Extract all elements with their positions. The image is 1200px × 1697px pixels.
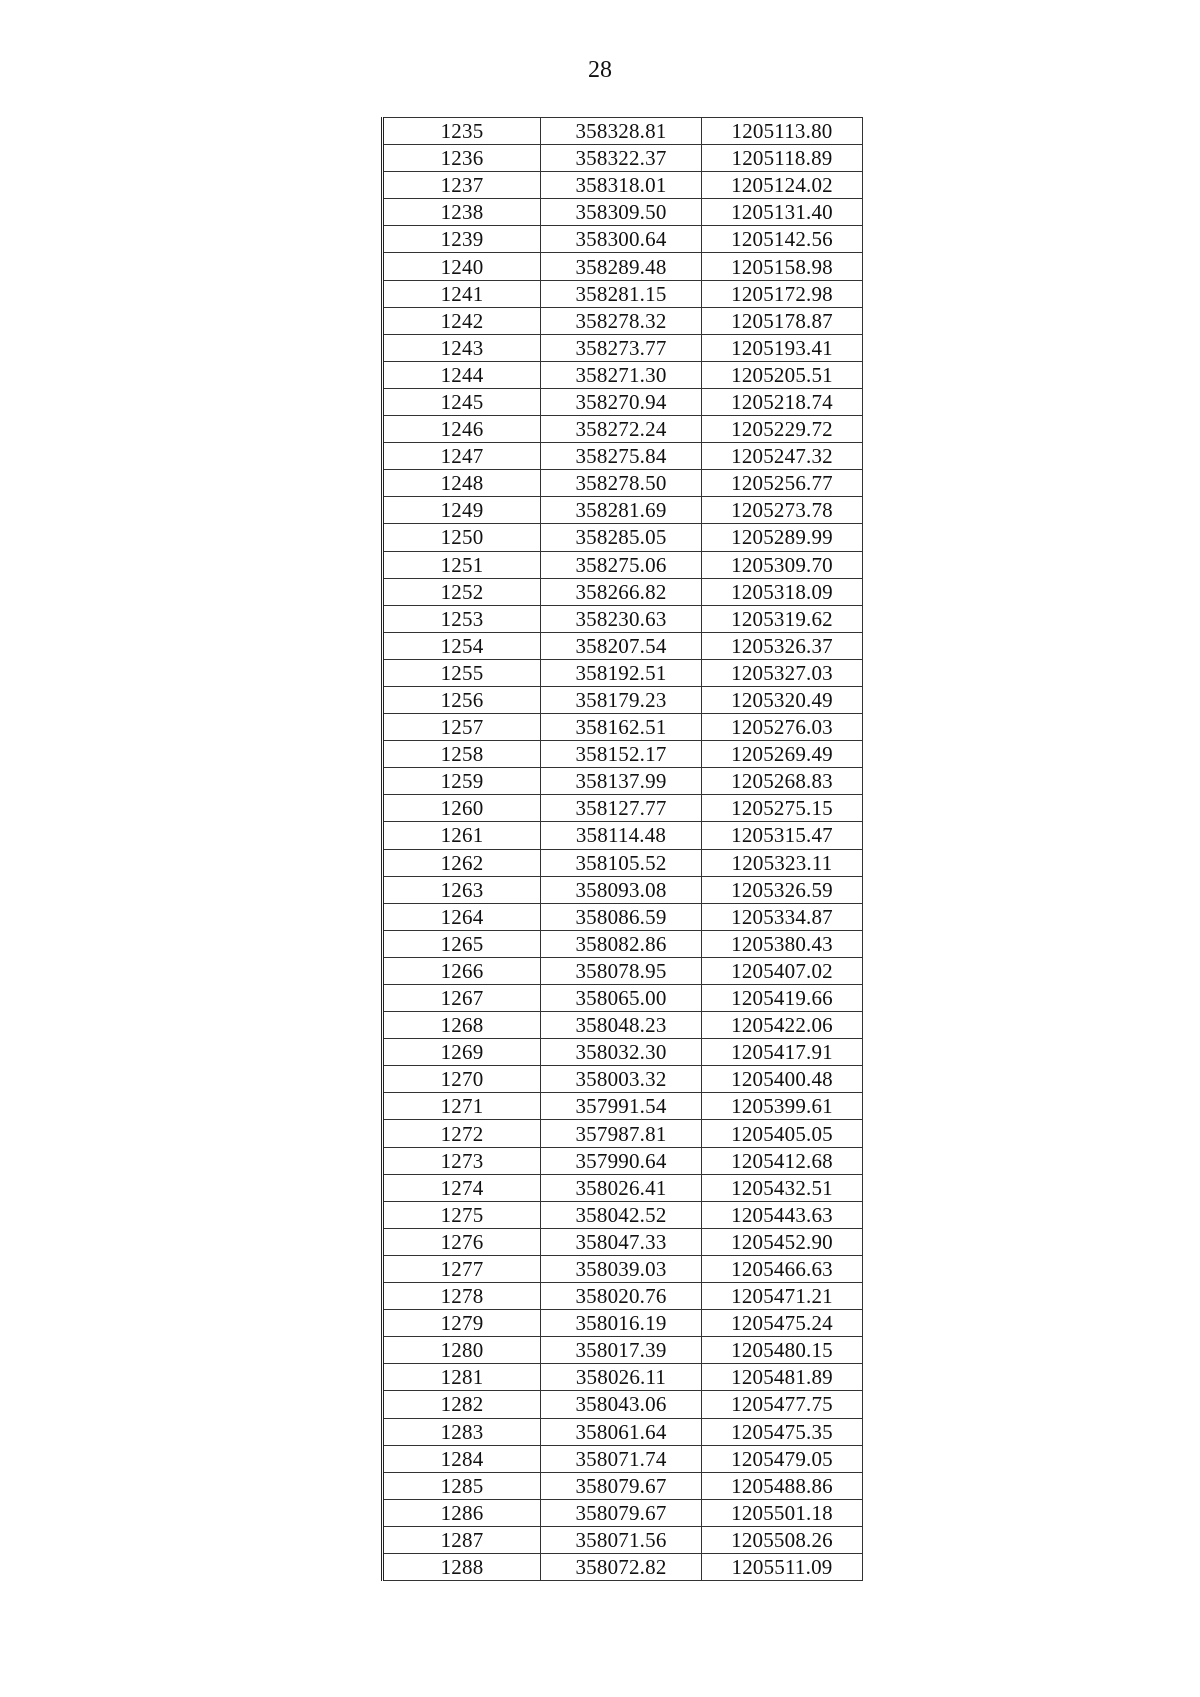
table-row — [383, 1499, 863, 1526]
table-row — [383, 524, 863, 551]
table-row — [383, 1066, 863, 1093]
table-row — [383, 1255, 863, 1282]
y-coordinate-cell: 1205178.87 — [702, 307, 863, 334]
x-coordinate-cell: 358016.19 — [541, 1310, 702, 1337]
x-coordinate-cell: 357991.54 — [541, 1093, 702, 1120]
point-number-cell: 1272 — [383, 1120, 541, 1147]
x-coordinate-cell: 358105.52 — [541, 849, 702, 876]
x-coordinate-cell: 358281.15 — [541, 280, 702, 307]
y-coordinate-cell: 1205412.68 — [702, 1147, 863, 1174]
x-coordinate-cell: 358093.08 — [541, 876, 702, 903]
y-coordinate-cell: 1205400.48 — [702, 1066, 863, 1093]
table-row — [383, 199, 863, 226]
y-coordinate-cell: 1205477.75 — [702, 1391, 863, 1418]
table-row — [383, 930, 863, 957]
y-coordinate-cell: 1205229.72 — [702, 416, 863, 443]
table-row — [383, 416, 863, 443]
point-number-cell: 1252 — [383, 578, 541, 605]
point-number-cell: 1288 — [383, 1553, 541, 1580]
table-row — [383, 1283, 863, 1310]
y-coordinate-cell: 1205319.62 — [702, 605, 863, 632]
y-coordinate-cell: 1205419.66 — [702, 985, 863, 1012]
y-coordinate-cell: 1205269.49 — [702, 741, 863, 768]
table-row — [383, 768, 863, 795]
x-coordinate-cell: 358285.05 — [541, 524, 702, 551]
y-coordinate-cell: 1205452.90 — [702, 1228, 863, 1255]
y-coordinate-cell: 1205323.11 — [702, 849, 863, 876]
x-coordinate-cell: 357987.81 — [541, 1120, 702, 1147]
point-number-cell: 1249 — [383, 497, 541, 524]
point-number-cell: 1280 — [383, 1337, 541, 1364]
x-coordinate-cell: 358071.56 — [541, 1526, 702, 1553]
table-row — [383, 1012, 863, 1039]
y-coordinate-cell: 1205320.49 — [702, 686, 863, 713]
table-row — [383, 605, 863, 632]
y-coordinate-cell: 1205268.83 — [702, 768, 863, 795]
x-coordinate-cell: 358322.37 — [541, 145, 702, 172]
table-row — [383, 985, 863, 1012]
point-number-cell: 1245 — [383, 388, 541, 415]
point-number-cell: 1268 — [383, 1012, 541, 1039]
table-row — [383, 172, 863, 199]
x-coordinate-cell: 358042.52 — [541, 1201, 702, 1228]
table-row — [383, 1364, 863, 1391]
table-row — [383, 497, 863, 524]
point-number-cell: 1271 — [383, 1093, 541, 1120]
x-coordinate-cell: 358020.76 — [541, 1283, 702, 1310]
x-coordinate-cell: 358275.06 — [541, 551, 702, 578]
y-coordinate-cell: 1205327.03 — [702, 659, 863, 686]
point-number-cell: 1242 — [383, 307, 541, 334]
point-number-cell: 1269 — [383, 1039, 541, 1066]
x-coordinate-cell: 358137.99 — [541, 768, 702, 795]
point-number-cell: 1262 — [383, 849, 541, 876]
table-row — [383, 118, 863, 145]
x-coordinate-cell: 358266.82 — [541, 578, 702, 605]
y-coordinate-cell: 1205443.63 — [702, 1201, 863, 1228]
point-number-cell: 1254 — [383, 632, 541, 659]
point-number-cell: 1257 — [383, 714, 541, 741]
y-coordinate-cell: 1205466.63 — [702, 1255, 863, 1282]
y-coordinate-cell: 1205309.70 — [702, 551, 863, 578]
point-number-cell: 1282 — [383, 1391, 541, 1418]
y-coordinate-cell: 1205380.43 — [702, 930, 863, 957]
y-coordinate-cell: 1205488.86 — [702, 1472, 863, 1499]
point-number-cell: 1244 — [383, 361, 541, 388]
point-number-cell: 1248 — [383, 470, 541, 497]
x-coordinate-cell: 358162.51 — [541, 714, 702, 741]
table-row — [383, 1553, 863, 1580]
y-coordinate-cell: 1205432.51 — [702, 1174, 863, 1201]
y-coordinate-cell: 1205405.05 — [702, 1120, 863, 1147]
x-coordinate-cell: 358127.77 — [541, 795, 702, 822]
table-row — [383, 578, 863, 605]
table-row — [383, 741, 863, 768]
y-coordinate-cell: 1205142.56 — [702, 226, 863, 253]
point-number-cell: 1246 — [383, 416, 541, 443]
table-row — [383, 1174, 863, 1201]
point-number-cell: 1273 — [383, 1147, 541, 1174]
y-coordinate-cell: 1205422.06 — [702, 1012, 863, 1039]
y-coordinate-cell: 1205247.32 — [702, 443, 863, 470]
y-coordinate-cell: 1205273.78 — [702, 497, 863, 524]
table-row — [383, 1391, 863, 1418]
x-coordinate-cell: 358065.00 — [541, 985, 702, 1012]
point-number-cell: 1270 — [383, 1066, 541, 1093]
y-coordinate-cell: 1205475.24 — [702, 1310, 863, 1337]
x-coordinate-cell: 358043.06 — [541, 1391, 702, 1418]
x-coordinate-cell: 358309.50 — [541, 199, 702, 226]
y-coordinate-cell: 1205131.40 — [702, 199, 863, 226]
x-coordinate-cell: 358300.64 — [541, 226, 702, 253]
table-row — [383, 253, 863, 280]
point-number-cell: 1276 — [383, 1228, 541, 1255]
table-row — [383, 1147, 863, 1174]
x-coordinate-cell: 358003.32 — [541, 1066, 702, 1093]
point-number-cell: 1235 — [383, 118, 541, 145]
table-row — [383, 659, 863, 686]
x-coordinate-cell: 357990.64 — [541, 1147, 702, 1174]
table-row — [383, 1120, 863, 1147]
point-number-cell: 1243 — [383, 334, 541, 361]
page-number: 28 — [588, 57, 612, 83]
table-row — [383, 714, 863, 741]
table-row — [383, 849, 863, 876]
x-coordinate-cell: 358271.30 — [541, 361, 702, 388]
table-row — [383, 795, 863, 822]
x-coordinate-cell: 358078.95 — [541, 957, 702, 984]
point-number-cell: 1264 — [383, 903, 541, 930]
table-row — [383, 1526, 863, 1553]
table-row — [383, 822, 863, 849]
table-row — [383, 1337, 863, 1364]
table-row — [383, 632, 863, 659]
table-row — [383, 1310, 863, 1337]
x-coordinate-cell: 358079.67 — [541, 1472, 702, 1499]
point-number-cell: 1256 — [383, 686, 541, 713]
point-number-cell: 1286 — [383, 1499, 541, 1526]
y-coordinate-cell: 1205480.15 — [702, 1337, 863, 1364]
x-coordinate-cell: 358192.51 — [541, 659, 702, 686]
x-coordinate-cell: 358017.39 — [541, 1337, 702, 1364]
y-coordinate-cell: 1205124.02 — [702, 172, 863, 199]
x-coordinate-cell: 358273.77 — [541, 334, 702, 361]
point-number-cell: 1247 — [383, 443, 541, 470]
table-row — [383, 876, 863, 903]
y-coordinate-cell: 1205501.18 — [702, 1499, 863, 1526]
table-row — [383, 1472, 863, 1499]
table-row — [383, 551, 863, 578]
table-row — [383, 226, 863, 253]
y-coordinate-cell: 1205318.09 — [702, 578, 863, 605]
x-coordinate-cell: 358179.23 — [541, 686, 702, 713]
point-number-cell: 1255 — [383, 659, 541, 686]
y-coordinate-cell: 1205205.51 — [702, 361, 863, 388]
table-row — [383, 1201, 863, 1228]
table-row — [383, 280, 863, 307]
y-coordinate-cell: 1205407.02 — [702, 957, 863, 984]
table-row — [383, 334, 863, 361]
point-number-cell: 1277 — [383, 1255, 541, 1282]
y-coordinate-cell: 1205475.35 — [702, 1418, 863, 1445]
x-coordinate-cell: 358278.32 — [541, 307, 702, 334]
x-coordinate-cell: 358270.94 — [541, 388, 702, 415]
point-number-cell: 1279 — [383, 1310, 541, 1337]
x-coordinate-cell: 358272.24 — [541, 416, 702, 443]
y-coordinate-cell: 1205158.98 — [702, 253, 863, 280]
y-coordinate-cell: 1205193.41 — [702, 334, 863, 361]
y-coordinate-cell: 1205508.26 — [702, 1526, 863, 1553]
x-coordinate-cell: 358079.67 — [541, 1499, 702, 1526]
x-coordinate-cell: 358318.01 — [541, 172, 702, 199]
coordinates-table-body — [383, 118, 863, 1581]
point-number-cell: 1237 — [383, 172, 541, 199]
point-number-cell: 1278 — [383, 1283, 541, 1310]
y-coordinate-cell: 1205334.87 — [702, 903, 863, 930]
y-coordinate-cell: 1205511.09 — [702, 1553, 863, 1580]
table-row — [383, 1445, 863, 1472]
y-coordinate-cell: 1205471.21 — [702, 1283, 863, 1310]
point-number-cell: 1253 — [383, 605, 541, 632]
point-number-cell: 1238 — [383, 199, 541, 226]
point-number-cell: 1251 — [383, 551, 541, 578]
point-number-cell: 1259 — [383, 768, 541, 795]
table-row — [383, 1039, 863, 1066]
y-coordinate-cell: 1205481.89 — [702, 1364, 863, 1391]
table-row — [383, 903, 863, 930]
x-coordinate-cell: 358026.41 — [541, 1174, 702, 1201]
x-coordinate-cell: 358328.81 — [541, 118, 702, 145]
y-coordinate-cell: 1205118.89 — [702, 145, 863, 172]
y-coordinate-cell: 1205326.37 — [702, 632, 863, 659]
y-coordinate-cell: 1205399.61 — [702, 1093, 863, 1120]
coordinates-table — [381, 117, 863, 1581]
y-coordinate-cell: 1205218.74 — [702, 388, 863, 415]
table-row — [383, 145, 863, 172]
table-row — [383, 686, 863, 713]
x-coordinate-cell: 358152.17 — [541, 741, 702, 768]
x-coordinate-cell: 358281.69 — [541, 497, 702, 524]
point-number-cell: 1263 — [383, 876, 541, 903]
y-coordinate-cell: 1205275.15 — [702, 795, 863, 822]
point-number-cell: 1240 — [383, 253, 541, 280]
y-coordinate-cell: 1205289.99 — [702, 524, 863, 551]
x-coordinate-cell: 358072.82 — [541, 1553, 702, 1580]
table-row — [383, 1093, 863, 1120]
point-number-cell: 1283 — [383, 1418, 541, 1445]
table-row — [383, 307, 863, 334]
point-number-cell: 1284 — [383, 1445, 541, 1472]
table-row — [383, 1228, 863, 1255]
x-coordinate-cell: 358061.64 — [541, 1418, 702, 1445]
y-coordinate-cell: 1205256.77 — [702, 470, 863, 497]
point-number-cell: 1281 — [383, 1364, 541, 1391]
x-coordinate-cell: 358026.11 — [541, 1364, 702, 1391]
y-coordinate-cell: 1205172.98 — [702, 280, 863, 307]
y-coordinate-cell: 1205315.47 — [702, 822, 863, 849]
x-coordinate-cell: 358114.48 — [541, 822, 702, 849]
point-number-cell: 1275 — [383, 1201, 541, 1228]
y-coordinate-cell: 1205417.91 — [702, 1039, 863, 1066]
point-number-cell: 1250 — [383, 524, 541, 551]
x-coordinate-cell: 358289.48 — [541, 253, 702, 280]
table-row — [383, 388, 863, 415]
table-row — [383, 957, 863, 984]
point-number-cell: 1239 — [383, 226, 541, 253]
x-coordinate-cell: 358082.86 — [541, 930, 702, 957]
table-row — [383, 1418, 863, 1445]
x-coordinate-cell: 358047.33 — [541, 1228, 702, 1255]
point-number-cell: 1285 — [383, 1472, 541, 1499]
point-number-cell: 1241 — [383, 280, 541, 307]
table-row — [383, 361, 863, 388]
y-coordinate-cell: 1205479.05 — [702, 1445, 863, 1472]
y-coordinate-cell: 1205276.03 — [702, 714, 863, 741]
x-coordinate-cell: 358275.84 — [541, 443, 702, 470]
point-number-cell: 1261 — [383, 822, 541, 849]
table-row — [383, 470, 863, 497]
point-number-cell: 1265 — [383, 930, 541, 957]
x-coordinate-cell: 358048.23 — [541, 1012, 702, 1039]
x-coordinate-cell: 358086.59 — [541, 903, 702, 930]
point-number-cell: 1236 — [383, 145, 541, 172]
y-coordinate-cell: 1205113.80 — [702, 118, 863, 145]
point-number-cell: 1258 — [383, 741, 541, 768]
x-coordinate-cell: 358039.03 — [541, 1255, 702, 1282]
table-row — [383, 443, 863, 470]
x-coordinate-cell: 358230.63 — [541, 605, 702, 632]
x-coordinate-cell: 358278.50 — [541, 470, 702, 497]
x-coordinate-cell: 358207.54 — [541, 632, 702, 659]
x-coordinate-cell: 358032.30 — [541, 1039, 702, 1066]
y-coordinate-cell: 1205326.59 — [702, 876, 863, 903]
point-number-cell: 1266 — [383, 957, 541, 984]
point-number-cell: 1260 — [383, 795, 541, 822]
point-number-cell: 1287 — [383, 1526, 541, 1553]
x-coordinate-cell: 358071.74 — [541, 1445, 702, 1472]
point-number-cell: 1267 — [383, 985, 541, 1012]
point-number-cell: 1274 — [383, 1174, 541, 1201]
